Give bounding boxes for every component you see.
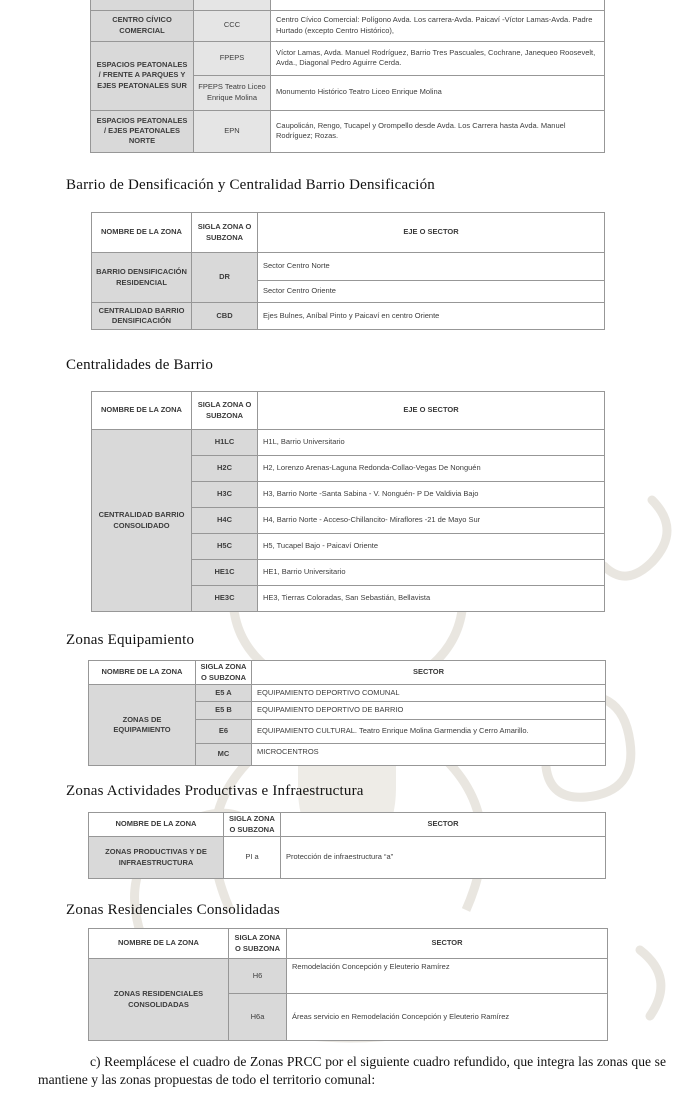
cell-header-sigla: SIGLA ZONA O SUBZONA: [196, 661, 252, 685]
cell-sector: H4, Barrio Norte - Acceso-Chillancito- Miraflores -21 de Mayo Sur: [258, 508, 605, 534]
cell-name-group: ZONAS RESIDENCIALES CONSOLIDADAS: [89, 959, 229, 1041]
cell-header-nombre: NOMBRE DE LA ZONA: [89, 813, 224, 837]
cell-name-group: CENTRALIDAD BARRIO CONSOLIDADO: [92, 430, 192, 612]
cell-name-group: ZONAS DE EQUIPAMIENTO: [89, 685, 196, 766]
cell-sigla: MC: [196, 744, 252, 766]
cell-sector: H1L, Barrio Universitario: [258, 430, 605, 456]
cell-sigla: E5 B: [196, 702, 252, 720]
cell-header-eje: EJE O SECTOR: [258, 392, 605, 430]
cell-sigla: H1LC: [192, 430, 258, 456]
section-heading-residenciales: Zonas Residenciales Consolidadas: [66, 902, 280, 918]
cell-sigla: CBD: [192, 303, 258, 330]
cell-sector: H3, Barrio Norte -Santa Sabina - V. Nonguén- P De Valdivia Bajo: [258, 482, 605, 508]
table-barrio-densificacion: [91, 212, 605, 330]
cell-sector: H2, Lorenzo Arenas-Laguna Redonda-Collao-Vegas De Nonguén: [258, 456, 605, 482]
cell-sector: HE1, Barrio Universitario: [258, 560, 605, 586]
cell-header-sector: SECTOR: [281, 813, 606, 837]
cell-sigla: EPN: [194, 110, 271, 152]
cell-sigla-continuation: [194, 0, 271, 10]
cell-sigla: H2C: [192, 456, 258, 482]
section-heading-equipamiento: Zonas Equipamiento: [66, 632, 195, 648]
cell-sigla: H3C: [192, 482, 258, 508]
cell-header-nombre: NOMBRE DE LA ZONA: [89, 661, 196, 685]
cell-sector: Áreas servicio en Remodelación Concepción y Eleuterio Ramírez: [287, 994, 608, 1041]
cell-header-nombre: NOMBRE DE LA ZONA: [92, 213, 192, 253]
cell-sector: MICROCENTROS: [252, 744, 606, 766]
table-espacios-peatonales: [90, 0, 605, 153]
cell-header-sigla: SIGLA ZONA O SUBZONA: [192, 392, 258, 430]
cell-header-eje: EJE O SECTOR: [258, 213, 605, 253]
cell-sector: EQUIPAMIENTO CULTURAL. Teatro Enrique Molina Garmendia y Cerro Amarillo.: [252, 720, 606, 744]
cell-sigla: PI a: [224, 837, 281, 879]
section-heading-productivas: Zonas Actividades Productivas e Infraestructura: [66, 783, 364, 799]
cell-name: ESPACIOS PEATONALES / FRENTE A PARQUES Y EJES PEATONALES SUR: [91, 41, 194, 110]
cell-sigla: H5C: [192, 534, 258, 560]
cell-sigla: HE1C: [192, 560, 258, 586]
cell-sector: Monumento Histórico Teatro Liceo Enrique Molina: [271, 75, 605, 110]
cell-sector-continuation: [271, 0, 605, 10]
cell-sector: EQUIPAMIENTO DEPORTIVO DE BARRIO: [252, 702, 606, 720]
cell-sector: Caupolicán, Rengo, Tucapel y Orompello desde Avda. Los Carrera hasta Avda. Manuel Rodríguez; Rozas.: [271, 110, 605, 152]
cell-header-sector: SECTOR: [287, 929, 608, 959]
cell-sector: Sector Centro Norte: [258, 253, 605, 281]
cell-name: ZONAS PRODUCTIVAS Y DE INFRAESTRUCTURA: [89, 837, 224, 879]
cell-sigla: CCC: [194, 10, 271, 41]
cell-header-nombre: NOMBRE DE LA ZONA: [89, 929, 229, 959]
cell-sector: Protección de infraestructura “a”: [281, 837, 606, 879]
cell-sector: Sector Centro Oriente: [258, 281, 605, 303]
cell-sector: Remodelación Concepción y Eleuterio Ramírez: [287, 959, 608, 994]
cell-sector: Ejes Bulnes, Aníbal Pinto y Paicaví en centro Oriente: [258, 303, 605, 330]
cell-sigla: FPEPS Teatro Liceo Enrique Molina: [194, 75, 271, 110]
cell-sector: Centro Cívico Comercial: Polígono Avda. Los carrera-Avda. Paicaví -Víctor Lamas-Avda. Padre Hurtado (excepto Centro Histórico),: [271, 10, 605, 41]
cell-name: CENTRALIDAD BARRIO DENSIFICACIÓN: [92, 303, 192, 330]
cell-sigla: FPEPS: [194, 41, 271, 75]
cell-header-sigla: SIGLA ZONA O SUBZONA: [224, 813, 281, 837]
section-heading-centralidades: Centralidades de Barrio: [66, 357, 214, 373]
cell-header-sector: SECTOR: [252, 661, 606, 685]
cell-header-nombre: NOMBRE DE LA ZONA: [92, 392, 192, 430]
cell-sigla: H4C: [192, 508, 258, 534]
cell-sector: EQUIPAMIENTO DEPORTIVO COMUNAL: [252, 685, 606, 702]
amendment-paragraph: c) Reemplácese el cuadro de Zonas PRCC por el siguiente cuadro refundido, que integra las zonas que se mantiene y las zonas propuestas de todo el territorio comunal:: [38, 1054, 666, 1087]
cell-header-sigla: SIGLA ZONA O SUBZONA: [192, 213, 258, 253]
table-zonas-productivas: [88, 812, 606, 879]
cell-name-continuation: [91, 0, 194, 10]
cell-sigla: H6a: [229, 994, 287, 1041]
cell-sigla: E6: [196, 720, 252, 744]
cell-sector: H5, Tucapel Bajo - Paicaví Oriente: [258, 534, 605, 560]
cell-sigla: E5 A: [196, 685, 252, 702]
cell-sigla: HE3C: [192, 586, 258, 612]
cell-sigla: H6: [229, 959, 287, 994]
cell-sector: HE3, Tierras Coloradas, San Sebastián, Bellavista: [258, 586, 605, 612]
cell-header-sigla: SIGLA ZONA O SUBZONA: [229, 929, 287, 959]
table-centralidades-barrio: [91, 391, 605, 612]
cell-name: ESPACIOS PEATONALES / EJES PEATONALES NORTE: [91, 110, 194, 152]
cell-sector: Víctor Lamas, Avda. Manuel Rodríguez, Barrio Tres Pascuales, Cochrane, Janequeo Roosevelt, Avda., Diagonal Pedro Aguirre Cerda.: [271, 41, 605, 75]
cell-name: BARRIO DENSIFICACIÓN RESIDENCIAL: [92, 253, 192, 303]
table-zonas-equipamiento: [88, 660, 606, 766]
section-heading-densificacion: Barrio de Densificación y Centralidad Barrio Densificación: [66, 177, 435, 193]
cell-sigla: DR: [192, 253, 258, 303]
cell-name: CENTRO CÍVICO COMERCIAL: [91, 10, 194, 41]
table-zonas-residenciales: [88, 928, 608, 1041]
